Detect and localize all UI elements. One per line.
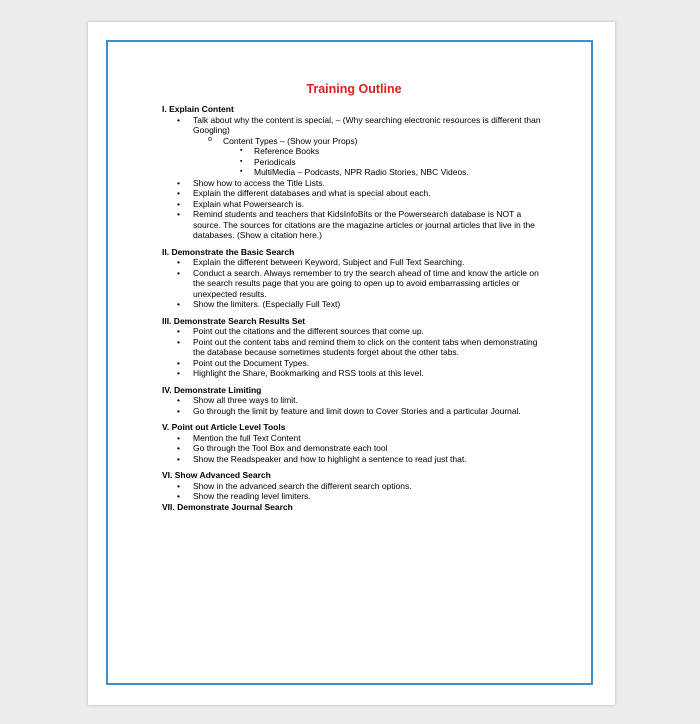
document-title: Training Outline bbox=[306, 82, 402, 96]
bullet-list bbox=[162, 115, 542, 241]
list-item: • Show all three ways to limit. bbox=[162, 395, 542, 406]
document-page bbox=[88, 22, 615, 705]
list-item: • Explain the different between Keyword, Subject and Full Text Searching. bbox=[162, 257, 542, 268]
section-heading: II. Demonstrate the Basic Search bbox=[162, 246, 295, 257]
bullet-list bbox=[162, 326, 542, 379]
section-heading: I. Explain Content bbox=[162, 104, 234, 114]
list-item: • Mention the full Text Content bbox=[162, 433, 542, 444]
sub-list bbox=[162, 136, 542, 178]
list-item: ▪ Reference Books bbox=[162, 146, 542, 157]
list-item: • Show the Readspeaker and how to highlight a sentence to read just that. bbox=[162, 454, 542, 465]
list-item: ▪ Periodicals bbox=[162, 157, 542, 168]
list-item: o Content Types – (Show your Props) ▪ Reference Books ▪ Periodicals ▪ MultiMedia – Podcasts, NPR Radio Stories, NBC Videos. bbox=[162, 136, 542, 178]
list-item: • Show how to access the Title Lists. bbox=[162, 178, 542, 189]
list-item: • Point out the Document Types. bbox=[162, 358, 542, 369]
list-item: • Talk about why the content is special, – (Why searching electronic resources is different than Googling) o Content Types – (Show your Props) ▪ Reference Books ▪ Periodicals ▪ MultiMedia – Podcasts, NPR Radio Stories, NBC Videos. bbox=[162, 115, 542, 178]
section-heading: V. Point out Article Level Tools bbox=[162, 422, 286, 432]
list-item: • Show the limiters. (Especially Full Text) bbox=[162, 299, 542, 310]
outline-content bbox=[162, 82, 542, 512]
section-heading: VII. Demonstrate Journal Search bbox=[162, 501, 293, 512]
list-item: ▪ MultiMedia – Podcasts, NPR Radio Stories, NBC Videos. bbox=[162, 167, 542, 178]
bullet-list bbox=[162, 481, 542, 502]
section-5 bbox=[162, 422, 542, 464]
list-item: • Point out the content tabs and remind them to click on the content tabs when demonstrating the database because sometimes students forget about the other tabs. bbox=[162, 337, 542, 358]
section-2 bbox=[162, 247, 542, 310]
list-item: • Remind students and teachers that KidsInfoBits or the Powersearch database is NOT a source. The sources for citations are the magazine articles or journal articles that live in the databases. (Show a citation here.) bbox=[162, 209, 542, 241]
section-1 bbox=[162, 104, 542, 241]
list-item: • Explain what Powersearch is. bbox=[162, 199, 542, 210]
section-heading: VI. Show Advanced Search bbox=[162, 470, 271, 480]
section-heading: IV. Demonstrate Limiting bbox=[162, 384, 262, 395]
sub-sub-list bbox=[162, 146, 542, 178]
section-heading: III. Demonstrate Search Results Set bbox=[162, 315, 306, 326]
section-4 bbox=[162, 385, 542, 417]
section-7 bbox=[162, 502, 542, 513]
list-item: • Explain the different databases and what is special about each. bbox=[162, 188, 542, 199]
list-item: • Go through the Tool Box and demonstrate each tool bbox=[162, 443, 542, 454]
bullet-list bbox=[162, 395, 542, 416]
section-6 bbox=[162, 470, 542, 502]
list-item: • Conduct a search. Always remember to try the search ahead of time and know the article on the search results page that you are going to open up to avoid embarrassing articles or unexpected results. bbox=[162, 268, 542, 300]
list-item: • Point out the citations and the different sources that come up. bbox=[162, 326, 542, 337]
list-item: • Highlight the Share, Bookmarking and RSS tools at this level. bbox=[162, 368, 542, 379]
bullet-list bbox=[162, 433, 542, 465]
list-item: • Show in the advanced search the different search options. bbox=[162, 481, 542, 492]
list-item: • Go through the limit by feature and limit down to Cover Stories and a particular Journal. bbox=[162, 406, 542, 417]
section-3 bbox=[162, 316, 542, 379]
list-item: • Show the reading level limiters. bbox=[162, 491, 542, 502]
bullet-list bbox=[162, 257, 542, 310]
